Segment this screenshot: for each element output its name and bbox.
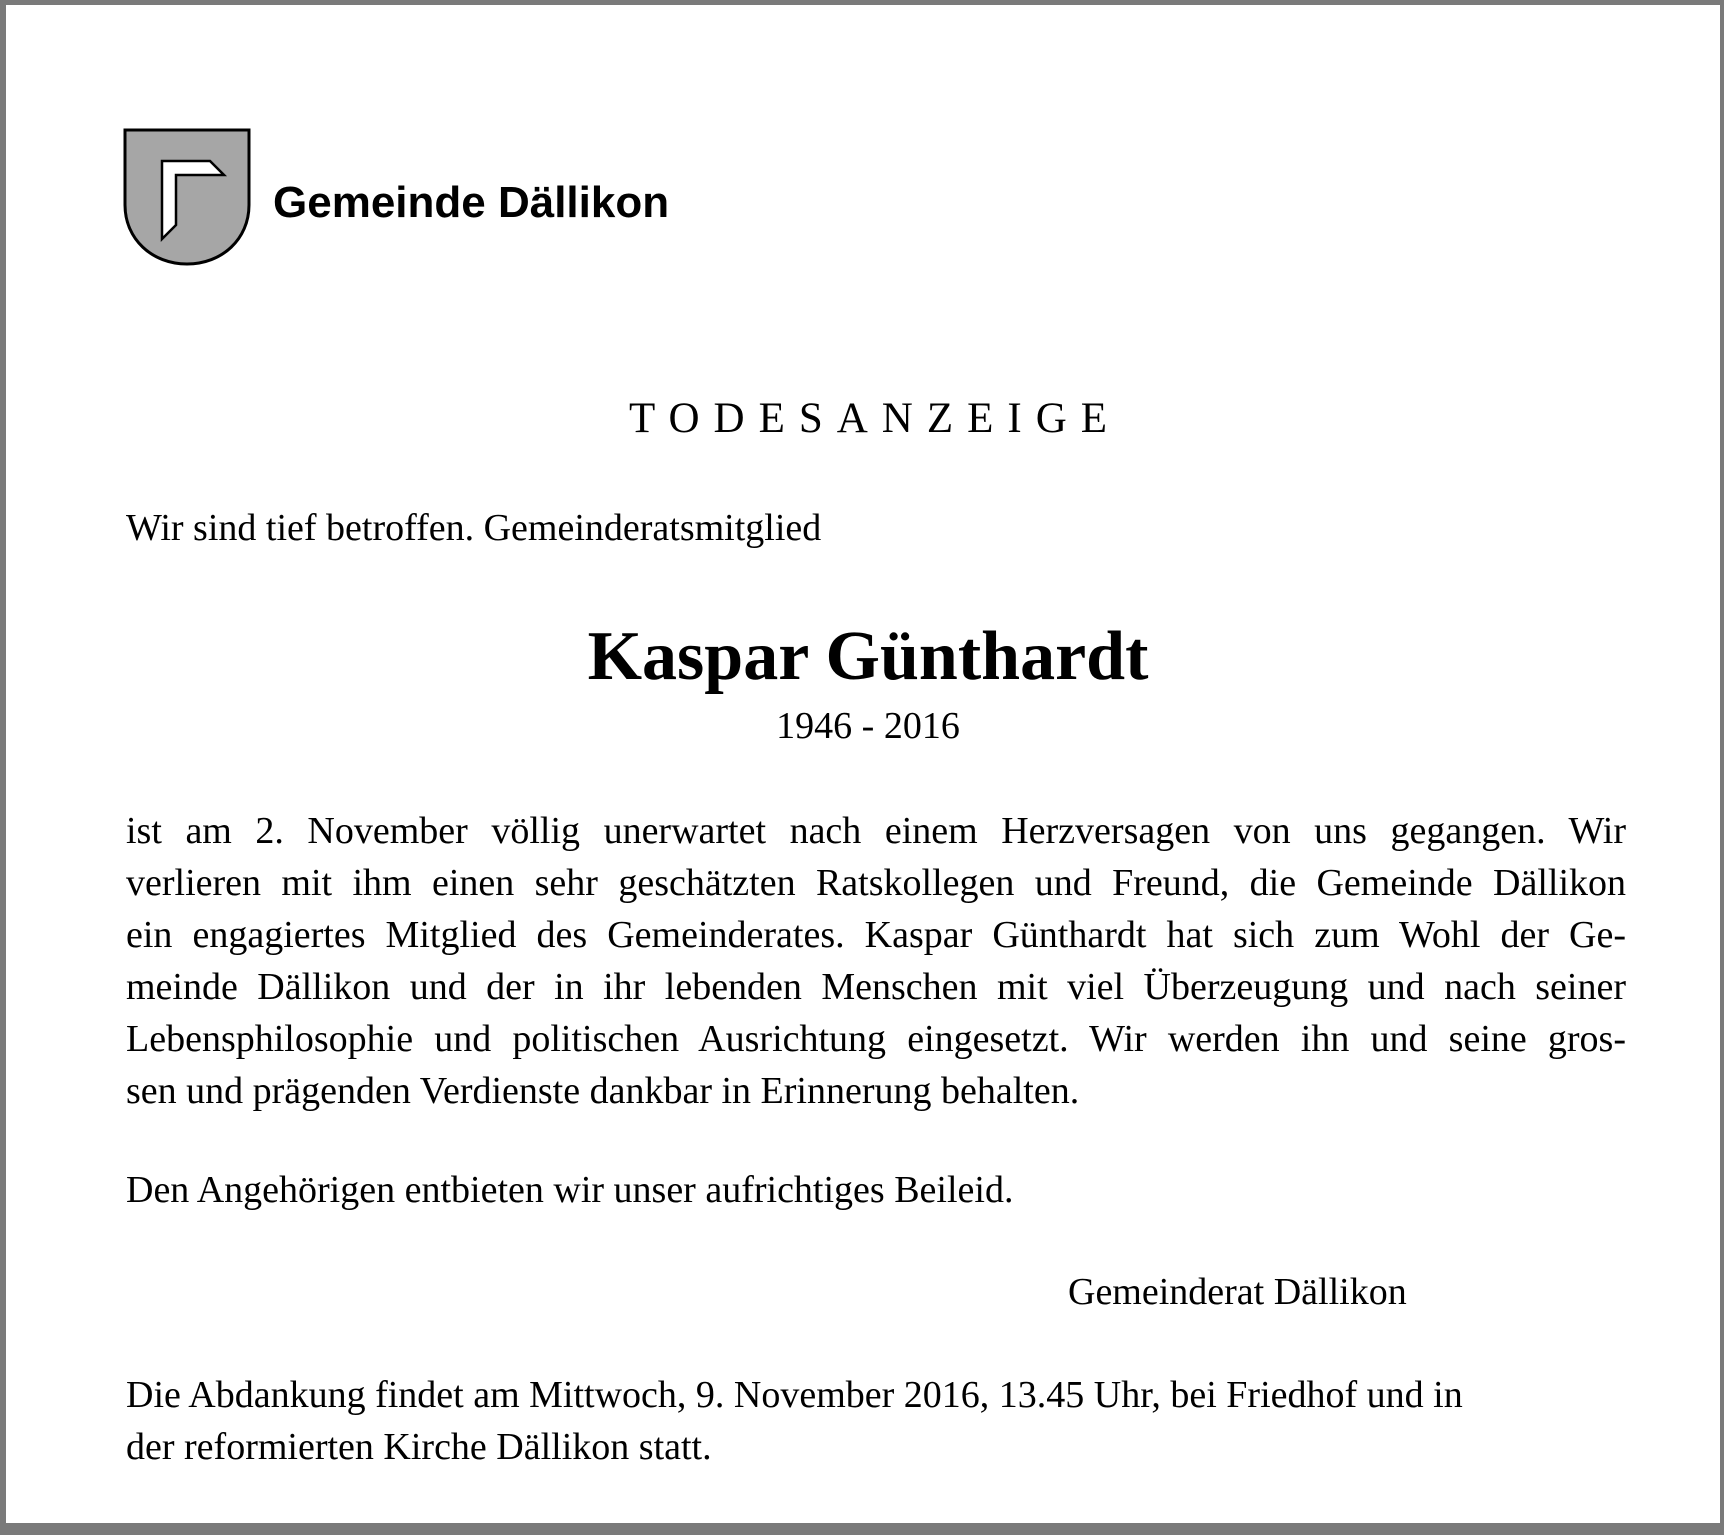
body-paragraph — [126, 805, 1626, 1117]
life-dates: 1946 - 2016 — [776, 705, 960, 747]
intro-text: Wir sind tief betroffen. Gemeinderatsmitglied — [126, 507, 822, 549]
body-line: verlieren mit ihm einen sehr geschätzten Ratskollegen und Freund, die Gemeinde Dällikon — [126, 862, 1626, 904]
org-name: Gemeinde Dällikon — [273, 178, 670, 227]
notice-title: TODESANZEIGE — [628, 395, 1122, 442]
condolence-text: Den Angehörigen entbieten wir unser aufrichtiges Beileid. — [126, 1169, 1014, 1211]
body-line: Lebensphilosophie und politischen Ausrichtung eingesetzt. Wir werden ihn und seine gros- — [126, 1018, 1626, 1060]
body-line: ist am 2. November völlig unerwartet nach einem Herzversagen von uns gegangen. Wir — [126, 810, 1626, 852]
body-line: ein engagiertes Mitglied des Gemeinderates. Kaspar Günthardt hat sich zum Wohl der Ge- — [126, 914, 1626, 956]
deceased-name: Kaspar Günthardt — [587, 618, 1149, 695]
body-line: sen und prägenden Verdienste dankbar in Erinnerung behalten. — [126, 1070, 1080, 1112]
body-line: meinde Dällikon und der in ihr lebenden Menschen mit viel Überzeugung und nach seiner — [126, 966, 1626, 1008]
municipal-crest-icon — [122, 127, 252, 267]
service-line: der reformierten Kirche Dällikon statt. — [126, 1426, 712, 1468]
service-info — [126, 1369, 1463, 1473]
service-line: Die Abdankung findet am Mittwoch, 9. November 2016, 13.45 Uhr, bei Friedhof und in — [126, 1374, 1463, 1416]
signature: Gemeinderat Dällikon — [1068, 1271, 1407, 1313]
